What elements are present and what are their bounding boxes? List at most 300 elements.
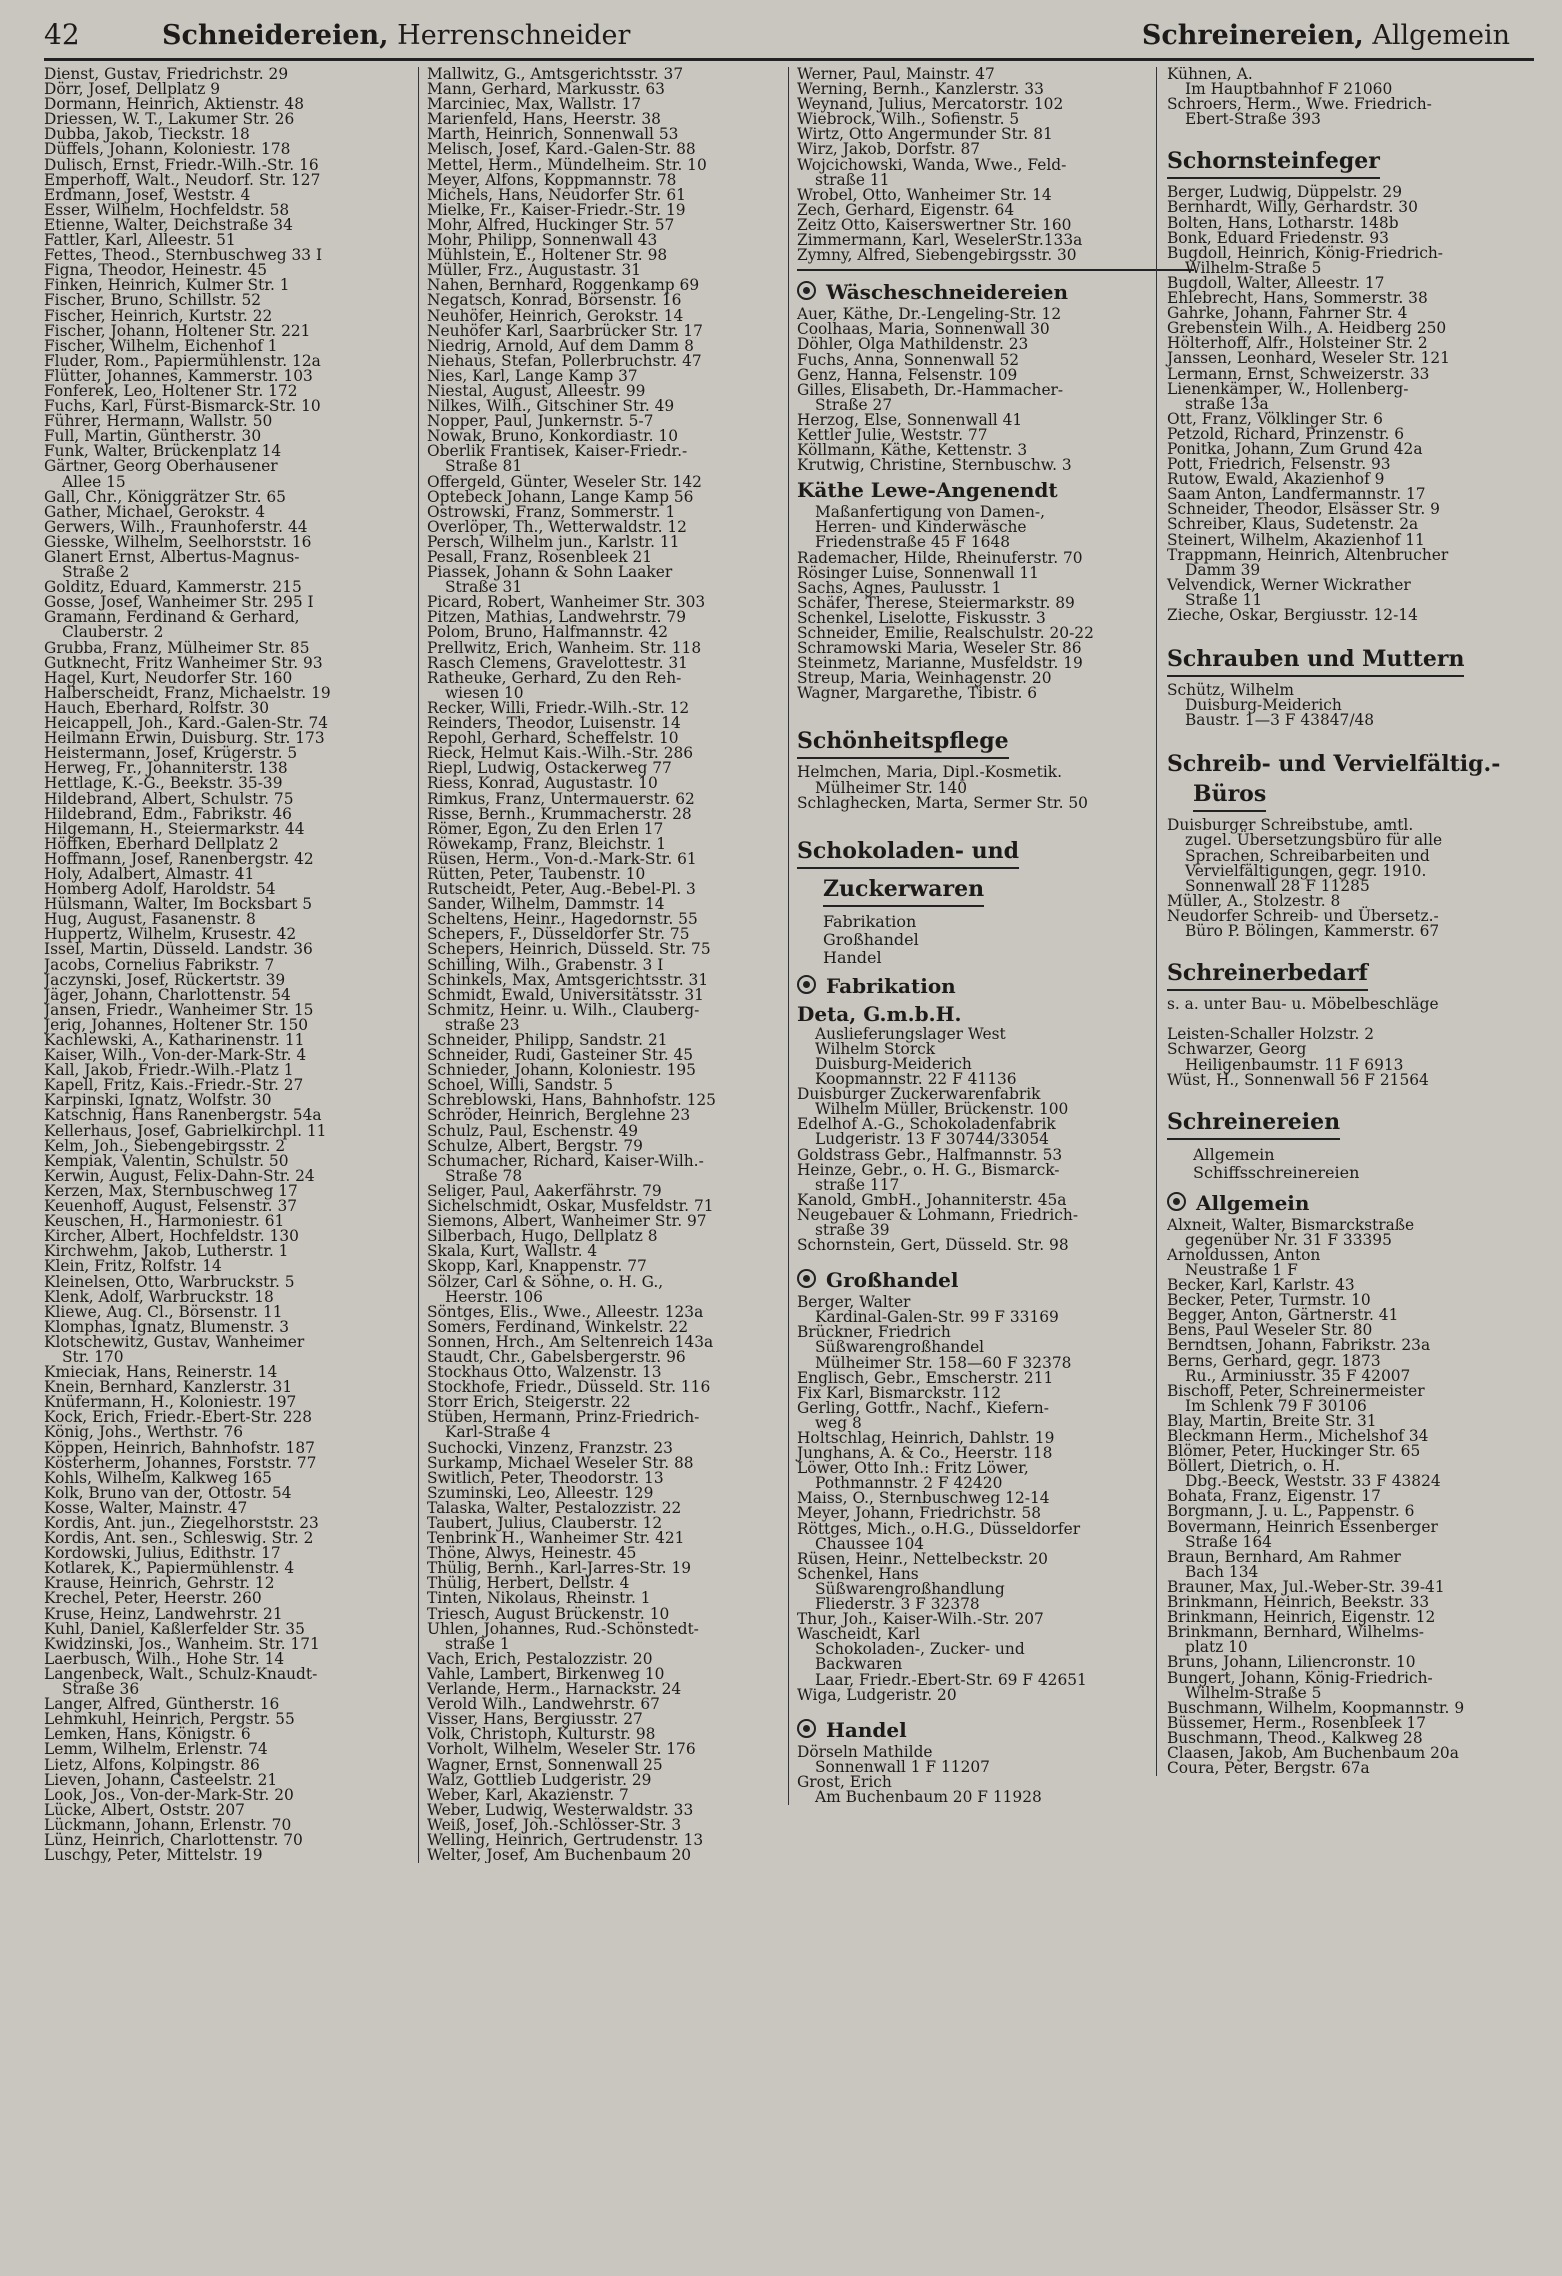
list-entry: Rutow, Ewald, Akazienhof 9 bbox=[1167, 470, 1385, 489]
list-entry: Klomphas, Ignatz, Blumenstr. 3 bbox=[44, 1317, 290, 1336]
list-entry: Kettler Julie, Weststr. 77 bbox=[797, 425, 988, 444]
list-entry: Ponitka, Johann, Zum Grund 42a bbox=[1167, 439, 1423, 458]
list-entry: Krutwig, Christine, Sternbuschw. 3 bbox=[797, 456, 1072, 475]
list-entry: Schokoladen-, Zucker- und bbox=[815, 1640, 1025, 1659]
list-entry: Overlöper, Th., Wetterwaldstr. 12 bbox=[427, 517, 687, 536]
list-entry: Löwer, Otto Inh.: Fritz Löwer, bbox=[797, 1459, 1029, 1478]
list-entry: Coolhaas, Maria, Sonnenwall 30 bbox=[797, 320, 1050, 339]
list-entry: Recker, Willi, Friedr.-Wilh.-Str. 12 bbox=[427, 698, 690, 717]
list-entry: Niestal, August, Alleestr. 99 bbox=[427, 381, 646, 400]
list-entry: Welter, Josef, Am Buchenbaum 20 bbox=[427, 1846, 692, 1864]
list-entry: Schepers, Heinrich, Düsseld. Str. 75 bbox=[427, 940, 711, 959]
column-4 bbox=[1156, 67, 1546, 1776]
list-entry: Führer, Hermann, Wallstr. 50 bbox=[44, 412, 273, 431]
list-entry: s. a. unter Bau- u. Möbelbeschläge bbox=[1167, 995, 1439, 1014]
list-entry: Braun, Bernhard, Am Rahmer bbox=[1167, 1547, 1401, 1566]
allgemein-heading: Allgemein bbox=[1167, 1190, 1546, 1216]
list-entry: Karpinski, Ignatz, Wolfstr. 30 bbox=[44, 1091, 272, 1110]
list-entry: Fischer, Johann, Holtener Str. 221 bbox=[44, 321, 311, 340]
list-entry: Hoffmann, Josef, Ranenbergstr. 42 bbox=[44, 849, 314, 868]
list-entry: Stüben, Hermann, Prinz-Friedrich- bbox=[427, 1408, 700, 1427]
list-entry: Heicappell, Joh., Kard.-Galen-Str. 74 bbox=[44, 714, 329, 733]
list-entry: Nahen, Bernhard, Roggenkamp 69 bbox=[427, 276, 700, 295]
list-entry: Lünz, Heinrich, Charlottenstr. 70 bbox=[44, 1830, 303, 1849]
list-entry: Mülheimer Str. 158—60 F 32378 bbox=[815, 1353, 1072, 1372]
list-entry: Knein, Bernhard, Kanzlerstr. 31 bbox=[44, 1378, 293, 1397]
list-entry: Kerzen, Max, Sternbuschweg 17 bbox=[44, 1181, 298, 1200]
list-entry: Thülig, Herbert, Dellstr. 4 bbox=[427, 1574, 630, 1593]
list-entry: Borgmann, J. u. L., Pappenstr. 6 bbox=[1167, 1502, 1415, 1521]
list-entry: Oberlik Frantisek, Kaiser-Friedr.- bbox=[427, 442, 688, 461]
list-entry: Laerbusch, Wilh., Hohe Str. 14 bbox=[44, 1649, 285, 1668]
header-right-rest: Allgemein bbox=[1363, 20, 1510, 51]
schoenheit-heading: Schönheitspflege bbox=[797, 727, 1009, 759]
list-entry: Kall, Jakob, Friedr.-Wilh.-Platz 1 bbox=[44, 1061, 294, 1080]
bullet-circle-icon bbox=[797, 281, 816, 300]
list-entry: Nies, Karl, Lange Kamp 37 bbox=[427, 366, 638, 385]
list-entry: weg 8 bbox=[815, 1413, 862, 1432]
list-entry: Wilhelm Müller, Brückenstr. 100 bbox=[815, 1100, 1069, 1119]
list-entry: Köllmann, Käthe, Kettenstr. 3 bbox=[797, 441, 1028, 460]
list-entry: Süßwarengroßhandlung bbox=[815, 1579, 1005, 1598]
schreinerbedarf-list bbox=[1167, 997, 1546, 1088]
list-entry: Neudorfer Schreib- und Übersetz.- bbox=[1167, 906, 1439, 925]
list-entry: Dbg.-Beeck, Weststr. 33 F 43824 bbox=[1185, 1472, 1441, 1491]
list-entry: Suchocki, Vinzenz, Franzstr. 23 bbox=[427, 1438, 673, 1457]
list-entry: Schumacher, Richard, Kaiser-Wilh.- bbox=[427, 1151, 704, 1170]
list-entry: Keuschen, H., Harmoniestr. 61 bbox=[44, 1212, 285, 1231]
list-entry: Wagner, Margarethe, Tibistr. 6 bbox=[797, 684, 1038, 703]
list-entry: Zeitz Otto, Kaiserswertner Str. 160 bbox=[797, 215, 1072, 234]
header-right-bold: Schreinereien, bbox=[1141, 20, 1364, 51]
list-entry: Sander, Wilhelm, Dammstr. 14 bbox=[427, 895, 665, 914]
list-entry: Klenk, Adolf, Warbruckstr. 18 bbox=[44, 1287, 274, 1306]
list-entry: Duisburger Zuckerwarenfabrik bbox=[797, 1085, 1041, 1104]
list-entry: Weiß, Josef, Joh.-Schlösser-Str. 3 bbox=[427, 1815, 682, 1834]
list-entry: Bugdoll, Walter, Alleestr. 17 bbox=[1167, 273, 1385, 292]
list-entry: Straße 2 bbox=[62, 563, 130, 582]
bullet-circle-icon bbox=[1167, 1192, 1186, 1211]
list-entry: Gilles, Elisabeth, Dr.-Hammacher- bbox=[797, 380, 1064, 399]
list-entry: Brauner, Max, Jul.-Weber-Str. 39-41 bbox=[1167, 1577, 1445, 1596]
list-entry: Homberg Adolf, Haroldstr. 54 bbox=[44, 880, 276, 899]
list-entry: Gosse, Josef, Wanheimer Str. 295 I bbox=[44, 593, 314, 612]
list-entry: Edelhof A.-G., Schokoladenfabrik bbox=[797, 1115, 1056, 1134]
list-entry: Leisten-Schaller Holzstr. 2 bbox=[1167, 1025, 1375, 1044]
list-entry: Wiebrock, Wilh., Sofienstr. 5 bbox=[797, 110, 1020, 129]
schreinerbedarf-heading: Schreinerbedarf bbox=[1167, 959, 1368, 991]
list-entry: Trappmann, Heinrich, Altenbrucher bbox=[1167, 545, 1449, 564]
list-entry: Schroers, Herm., Wwe. Friedrich- bbox=[1167, 95, 1432, 114]
list-entry: Steinmetz, Marianne, Musfeldstr. 19 bbox=[797, 654, 1083, 673]
column-3-top-list bbox=[797, 67, 1194, 263]
list-entry: Kliewe, Aug. Cl., Börsenstr. 11 bbox=[44, 1302, 283, 1321]
list-entry: Fliederstr. 3 F 32378 bbox=[815, 1595, 980, 1614]
list-entry: Rimkus, Franz, Untermauerstr. 62 bbox=[427, 789, 695, 808]
list-entry: Giesske, Wilhelm, Seelhorststr. 16 bbox=[44, 532, 312, 551]
list-entry: Bernhardt, Willy, Gerhardstr. 30 bbox=[1167, 198, 1418, 217]
list-entry: Keuenhoff, August, Felsenstr. 37 bbox=[44, 1197, 298, 1216]
list-entry: Str. 170 bbox=[62, 1347, 124, 1366]
list-entry: Mohr, Alfred, Huckinger Str. 57 bbox=[427, 215, 675, 234]
list-entry: Goldstrass Gebr., Halfmannstr. 53 bbox=[797, 1145, 1063, 1164]
list-entry: Fattler, Karl, Alleestr. 51 bbox=[44, 231, 236, 250]
list-entry: Schinkels, Max, Amtsgerichtsstr. 31 bbox=[427, 970, 709, 989]
list-entry: Janssen, Leonhard, Weseler Str. 121 bbox=[1167, 349, 1450, 368]
list-entry: Mülheimer Str. 140 bbox=[815, 778, 968, 797]
list-entry: Heinze, Gebr., o. H. G., Bismarck- bbox=[797, 1160, 1060, 1179]
list-entry: Offergeld, Günter, Weseler Str. 142 bbox=[427, 472, 702, 491]
list-entry: Neuhöfer, Heinrich, Gerokstr. 14 bbox=[427, 306, 684, 325]
list-entry: Döhler, Olga Mathildenstr. 23 bbox=[797, 335, 1029, 354]
list-entry: Kotlarek, K., Papiermühlenstr. 4 bbox=[44, 1559, 295, 1578]
fabrikation-heading: Fabrikation bbox=[797, 973, 1194, 999]
list-entry: Gerling, Gottfr., Nachf., Kiefern- bbox=[797, 1398, 1049, 1417]
list-entry: Bungert, Johann, König-Friedrich- bbox=[1167, 1668, 1433, 1687]
list-entry: Wrobel, Otto, Wanheimer Str. 14 bbox=[797, 185, 1052, 204]
list-entry: Schenkel, Hans bbox=[797, 1564, 919, 1583]
list-entry: Kardinal-Galen-Str. 99 F 33169 bbox=[815, 1308, 1059, 1327]
list-entry: Herweg, Fr., Johanniterstr. 138 bbox=[44, 759, 288, 778]
list-entry: Meyer, Johann, Friedrichstr. 58 bbox=[797, 1504, 1042, 1523]
list-entry: Alxneit, Walter, Bismarckstraße bbox=[1167, 1215, 1415, 1234]
list-entry: Süßwarengroßhandel bbox=[815, 1338, 985, 1357]
deta-name: Deta, G.m.b.H. bbox=[797, 1001, 962, 1026]
list-entry: Glanert Ernst, Albertus-Magnus- bbox=[44, 548, 300, 566]
list-entry: Wiga, Ludgeristr. 20 bbox=[797, 1685, 957, 1704]
list-entry: Rutscheidt, Peter, Aug.-Bebel-Pl. 3 bbox=[427, 880, 696, 899]
list-entry: Straße 78 bbox=[445, 1166, 523, 1185]
column-3 bbox=[788, 67, 1194, 1805]
list-entry: Flütter, Johannes, Kammerstr. 103 bbox=[44, 366, 313, 385]
list-entry: Neuhöfer Karl, Saarbrücker Str. 17 bbox=[427, 321, 703, 340]
list-entry: Heerstr. 106 bbox=[445, 1287, 543, 1306]
list-entry: Riess, Konrad, Augustastr. 10 bbox=[427, 774, 658, 793]
list-entry: Golditz, Eduard, Kammerstr. 215 bbox=[44, 578, 302, 597]
schoko-heading: Schokoladen- und bbox=[797, 837, 1019, 869]
list-entry: Wilhelm Storck bbox=[815, 1039, 936, 1058]
list-entry: Fischer, Bruno, Schillstr. 52 bbox=[44, 291, 262, 310]
list-entry: Ott, Franz, Völklinger Str. 6 bbox=[1167, 409, 1383, 428]
list-entry: Finken, Heinrich, Kulmer Str. 1 bbox=[44, 276, 290, 295]
list-entry: Karl-Straße 4 bbox=[445, 1423, 551, 1442]
list-entry: Bischoff, Peter, Schreinermeister bbox=[1167, 1381, 1425, 1400]
list-entry: Lieven, Johann, Casteelstr. 21 bbox=[44, 1770, 278, 1789]
list-entry: Kleinelsen, Otto, Warbruckstr. 5 bbox=[44, 1272, 295, 1291]
list-entry: Mettel, Herm., Mündelheim. Str. 10 bbox=[427, 155, 707, 174]
list-entry: Hildebrand, Edm., Fabrikstr. 46 bbox=[44, 804, 292, 823]
list-entry: Rösinger Luise, Sonnenwall 11 bbox=[797, 563, 1039, 582]
list-entry: Kirchwehm, Jakob, Lutherstr. 1 bbox=[44, 1242, 289, 1261]
list-entry: Mohr, Philipp, Sonnenwall 43 bbox=[427, 231, 658, 250]
schrauben-list bbox=[1167, 683, 1546, 728]
list-entry: Somers, Ferdinand, Winkelstr. 22 bbox=[427, 1317, 689, 1336]
allgemein-list bbox=[1167, 1215, 1546, 1777]
list-entry: Allgemein bbox=[1193, 1144, 1275, 1164]
list-entry: Esser, Wilhelm, Hochfeldstr. 58 bbox=[44, 200, 290, 219]
list-entry: Hilgemann, H., Steiermarkstr. 44 bbox=[44, 819, 305, 838]
list-entry: Marth, Heinrich, Sonnenwall 53 bbox=[427, 125, 679, 144]
list-entry: Clauberstr. 2 bbox=[62, 623, 164, 642]
list-entry: Buschmann, Theod., Kalkweg 28 bbox=[1167, 1728, 1423, 1747]
list-entry: Skala, Kurt, Wallstr. 4 bbox=[427, 1242, 598, 1261]
list-entry: Surkamp, Michael Weseler Str. 88 bbox=[427, 1453, 694, 1472]
list-entry: Dormann, Heinrich, Aktienstr. 48 bbox=[44, 95, 304, 114]
lewe-ad bbox=[797, 505, 1194, 550]
list-entry: Berns, Gerhard, gegr. 1873 bbox=[1167, 1351, 1381, 1370]
list-entry: Kuhl, Daniel, Kaßlerfelder Str. 35 bbox=[44, 1619, 305, 1638]
list-entry: Kmieciak, Hans, Reinerstr. 14 bbox=[44, 1363, 278, 1382]
list-entry: Reinders, Theodor, Luisenstr. 14 bbox=[427, 714, 681, 733]
list-entry: Stockhaus Otto, Walzenstr. 13 bbox=[427, 1363, 662, 1382]
list-entry: straße 23 bbox=[445, 1015, 520, 1034]
list-entry: Rademacher, Hilde, Rheinuferstr. 70 bbox=[797, 548, 1083, 567]
schreinereien-index bbox=[1167, 1146, 1546, 1182]
list-entry: Genz, Hanna, Felsenstr. 109 bbox=[797, 365, 1018, 384]
list-entry: Sonnenwall 1 F 11207 bbox=[815, 1757, 990, 1776]
list-entry: Auslieferungslager West bbox=[815, 1024, 1006, 1043]
list-entry: Holy, Adalbert, Almastr. 41 bbox=[44, 864, 255, 883]
list-entry: Walz, Gottlieb Ludgeristr. 29 bbox=[427, 1770, 652, 1789]
zucker-heading: Zuckerwaren bbox=[823, 875, 984, 907]
list-entry: Schoel, Willi, Sandstr. 5 bbox=[427, 1076, 613, 1095]
list-entry: Bohata, Franz, Eigenstr. 17 bbox=[1167, 1487, 1381, 1506]
header-left-rest: Herrenschneider bbox=[388, 20, 631, 51]
page-header bbox=[44, 18, 1534, 61]
list-entry: Marienfeld, Hans, Heerstr. 38 bbox=[427, 110, 661, 129]
bullet-circle-icon bbox=[797, 975, 816, 994]
list-entry: Nilkes, Wilh., Gitschiner Str. 49 bbox=[427, 397, 675, 416]
list-entry: Etienne, Walter, Deichstraße 34 bbox=[44, 215, 293, 234]
list-entry: Großhandel bbox=[823, 929, 919, 949]
list-entry: Funk, Walter, Brückenplatz 14 bbox=[44, 442, 282, 461]
list-entry: Bonk, Eduard Friedenstr. 93 bbox=[1167, 228, 1389, 247]
list-entry: Koopmannstr. 22 F 41136 bbox=[815, 1070, 1017, 1089]
list-entry: Nopper, Paul, Junkernstr. 5-7 bbox=[427, 412, 654, 431]
list-entry: Duisburger Schreibstube, amtl. bbox=[1167, 816, 1414, 835]
list-entry: Lietz, Alfons, Kolpingstr. 86 bbox=[44, 1755, 260, 1774]
list-entry: Dubba, Jakob, Tieckstr. 18 bbox=[44, 125, 250, 144]
list-entry: Straße 81 bbox=[445, 457, 523, 476]
list-entry: Kühnen, A. bbox=[1167, 67, 1253, 83]
list-entry: Picard, Robert, Wanheimer Str. 303 bbox=[427, 593, 706, 612]
list-entry: Negatsch, Konrad, Börsenstr. 16 bbox=[427, 291, 682, 310]
list-entry: Weber, Ludwig, Westerwaldstr. 33 bbox=[427, 1800, 694, 1819]
list-entry: Handel bbox=[823, 947, 882, 967]
list-entry: Gather, Michael, Gerokstr. 4 bbox=[44, 502, 266, 521]
list-entry: Begger, Anton, Gärtnerstr. 41 bbox=[1167, 1306, 1399, 1325]
list-entry: Erdmann, Josef, Weststr. 4 bbox=[44, 185, 251, 204]
list-entry: Werner, Paul, Mainstr. 47 bbox=[797, 67, 995, 83]
list-entry: Fischer, Wilhelm, Eichenhof 1 bbox=[44, 336, 278, 355]
list-entry: Pesall, Franz, Rosenbleek 21 bbox=[427, 548, 653, 566]
list-entry: Kwidzinski, Jos., Wanheim. Str. 171 bbox=[44, 1634, 320, 1653]
schoenheit-list bbox=[797, 765, 1194, 810]
list-entry: Köppen, Heinrich, Bahnhofstr. 187 bbox=[44, 1438, 315, 1457]
list-entry: Issel, Martin, Düsseld. Landstr. 36 bbox=[44, 940, 313, 959]
list-entry: Herren- und Kinderwäsche bbox=[815, 518, 1027, 537]
list-entry: Schulz, Paul, Eschenstr. 49 bbox=[427, 1121, 639, 1140]
list-entry: Triesch, August Brückenstr. 10 bbox=[427, 1604, 670, 1623]
waesche-list-2 bbox=[797, 548, 1194, 703]
list-entry: Bovermann, Heinrich Essenberger bbox=[1167, 1517, 1438, 1536]
list-entry: Jerig, Johannes, Holtener Str. 150 bbox=[44, 1015, 309, 1034]
handel-heading: Handel bbox=[797, 1717, 1194, 1743]
list-entry: Sprachen, Schreibarbeiten und bbox=[1185, 846, 1430, 865]
list-entry: Persch, Wilhelm jun., Karlstr. 11 bbox=[427, 532, 680, 551]
list-entry: Söntges, Elis., Wwe., Alleestr. 123a bbox=[427, 1302, 704, 1321]
list-entry: Kircher, Albert, Hochfeldstr. 130 bbox=[44, 1227, 299, 1246]
waesche-heading: Wäscheschneidereien bbox=[797, 279, 1194, 305]
list-entry: Brinkmann, Bernhard, Wilhelms- bbox=[1167, 1623, 1425, 1642]
list-entry: Schiffsschreinereien bbox=[1193, 1162, 1360, 1182]
list-entry: Dienst, Gustav, Friedrichstr. 29 bbox=[44, 67, 289, 83]
list-entry: Römer, Egon, Zu den Erlen 17 bbox=[427, 819, 664, 838]
list-entry: Grost, Erich bbox=[797, 1772, 892, 1791]
list-entry: Wüst, H., Sonnenwall 56 F 21564 bbox=[1167, 1070, 1429, 1089]
list-entry: Ludgeristr. 13 F 30744/33054 bbox=[815, 1130, 1049, 1149]
list-entry: Visser, Hans, Bergiusstr. 27 bbox=[427, 1710, 643, 1729]
list-entry: Katschnig, Hans Ranenbergstr. 54a bbox=[44, 1106, 322, 1125]
list-entry: Gramann, Ferdinand & Gerhard, bbox=[44, 608, 300, 627]
list-entry: Silberbach, Hugo, Dellplatz 8 bbox=[427, 1227, 658, 1246]
list-entry: Skopp, Karl, Knappenstr. 77 bbox=[427, 1257, 647, 1276]
list-entry: Schreblowski, Hans, Bahnhofstr. 125 bbox=[427, 1091, 716, 1110]
list-entry: Kachlewski, A., Katharinenstr. 11 bbox=[44, 1031, 305, 1049]
list-entry: Grubba, Franz, Mülheimer Str. 85 bbox=[44, 638, 310, 657]
list-entry: Schramowski Maria, Weseler Str. 86 bbox=[797, 639, 1082, 658]
list-entry: gegenüber Nr. 31 F 33395 bbox=[1185, 1230, 1392, 1249]
list-entry: Taubert, Julius, Clauberstr. 12 bbox=[427, 1514, 663, 1532]
list-entry: Langenbeck, Walt., Schulz-Knaudt- bbox=[44, 1664, 318, 1683]
list-entry: Niehaus, Stefan, Pollerbruchstr. 47 bbox=[427, 351, 702, 370]
list-entry: Höffken, Eberhard Dellplatz 2 bbox=[44, 834, 279, 853]
list-entry: Friedenstraße 45 F 1648 bbox=[815, 533, 1011, 552]
list-entry: Weber, Karl, Akazienstr. 7 bbox=[427, 1785, 629, 1804]
list-entry: Prellwitz, Erich, Wanheim. Str. 118 bbox=[427, 638, 702, 657]
list-entry: Saam Anton, Landfermannstr. 17 bbox=[1167, 485, 1426, 504]
list-entry: Hölterhoff, Alfr., Holsteiner Str. 2 bbox=[1167, 334, 1428, 353]
list-entry: Schepers, F., Düsseldorfer Str. 75 bbox=[427, 925, 690, 944]
list-entry: Kempiak, Valentin, Schulstr. 50 bbox=[44, 1151, 289, 1170]
list-entry: Berger, Walter bbox=[797, 1293, 911, 1312]
list-entry: Werning, Bernh., Kanzlerstr. 33 bbox=[797, 80, 1044, 99]
list-entry: Streup, Maria, Weinhagenstr. 20 bbox=[797, 669, 1052, 688]
list-entry: Rüsen, Heinr., Nettelbeckstr. 20 bbox=[797, 1549, 1048, 1568]
bullet-circle-icon bbox=[797, 1719, 816, 1738]
list-entry: Arnoldussen, Anton bbox=[1167, 1245, 1321, 1264]
list-entry: Velvendick, Werner Wickrather bbox=[1167, 575, 1411, 594]
list-entry: Thöne, Alwys, Heinestr. 45 bbox=[427, 1544, 637, 1563]
list-entry: Hug, August, Fasanenstr. 8 bbox=[44, 910, 256, 929]
list-entry: Schenkel, Liselotte, Fiskusstr. 3 bbox=[797, 608, 1046, 627]
bueros-heading: Büros bbox=[1193, 780, 1266, 812]
list-entry: Repohl, Gerhard, Scheffelstr. 10 bbox=[427, 729, 679, 748]
list-entry: Straße 27 bbox=[815, 395, 893, 414]
list-entry: Kanold, GmbH., Johanniterstr. 45a bbox=[797, 1190, 1067, 1209]
list-entry: Kosse, Walter, Mainstr. 47 bbox=[44, 1498, 248, 1517]
list-entry: platz 10 bbox=[1185, 1638, 1248, 1657]
list-entry: Hettlage, K.-G., Beekstr. 35-39 bbox=[44, 774, 283, 793]
schoko-index bbox=[797, 913, 1194, 967]
list-entry: Kohls, Wilhelm, Kalkweg 165 bbox=[44, 1468, 272, 1487]
list-entry: Niedrig, Arnold, Auf dem Damm 8 bbox=[427, 336, 694, 355]
list-entry: Holtschlag, Heinrich, Dahlstr. 19 bbox=[797, 1429, 1055, 1447]
list-entry: Schnieder, Johann, Koloniestr. 195 bbox=[427, 1061, 696, 1080]
list-entry: Rasch Clemens, Gravelottestr. 31 bbox=[427, 653, 688, 672]
header-right bbox=[1142, 20, 1510, 51]
list-entry: Im Hauptbahnhof F 21060 bbox=[1185, 80, 1393, 99]
list-entry: Kerwin, August, Felix-Dahn-Str. 24 bbox=[44, 1166, 315, 1185]
schreib-heading: Schreib- und Vervielfältig.- bbox=[1167, 751, 1501, 778]
schreib-list bbox=[1167, 818, 1546, 939]
list-entry: Vervielfältigungen, gegr. 1910. bbox=[1185, 861, 1427, 880]
list-entry: Schneider, Philipp, Sandstr. 21 bbox=[427, 1031, 668, 1049]
fabrikation-list bbox=[797, 1024, 1194, 1255]
list-entry: Becker, Peter, Turmstr. 10 bbox=[1167, 1291, 1371, 1310]
list-entry: Straße 36 bbox=[62, 1680, 140, 1699]
list-entry: Gerwers, Wilh., Fraunhoferstr. 44 bbox=[44, 517, 308, 536]
list-entry: Pothmannstr. 2 F 42420 bbox=[815, 1474, 1003, 1493]
list-entry: Hülsmann, Walter, Im Bocksbart 5 bbox=[44, 895, 313, 914]
grosshandel-heading: Großhandel bbox=[797, 1267, 1194, 1293]
list-entry: Polom, Bruno, Halfmannstr. 42 bbox=[427, 623, 669, 642]
list-entry: Talaska, Walter, Pestalozzistr. 22 bbox=[427, 1498, 682, 1517]
list-entry: Schreiber, Klaus, Sudetenstr. 2a bbox=[1167, 515, 1419, 534]
list-entry: Piassek, Johann & Sohn Laaker bbox=[427, 563, 673, 582]
column-4-top-list bbox=[1167, 67, 1546, 127]
list-entry: Gutknecht, Fritz Wanheimer Str. 93 bbox=[44, 653, 323, 672]
list-entry: Fix Karl, Bismarckstr. 112 bbox=[797, 1383, 1002, 1402]
list-entry: Kelm, Joh., Siebengebirgsstr. 2 bbox=[44, 1136, 286, 1155]
list-entry: Straße 11 bbox=[1185, 590, 1263, 609]
list-entry: Schäfer, Therese, Steiermarkstr. 89 bbox=[797, 593, 1075, 612]
list-entry: Volk, Christoph, Kulturstr. 98 bbox=[427, 1725, 656, 1744]
list-entry: Zimmermann, Karl, WeselerStr.133a bbox=[797, 231, 1083, 250]
list-entry: Figna, Theodor, Heinestr. 45 bbox=[44, 261, 268, 280]
list-entry: Nowak, Bruno, Konkordiastr. 10 bbox=[427, 427, 679, 446]
list-entry: Heiligenbaumstr. 11 F 6913 bbox=[1185, 1055, 1404, 1074]
list-entry: Kock, Erich, Friedr.-Ebert-Str. 228 bbox=[44, 1408, 313, 1427]
list-entry: Schneider, Emilie, Realschulstr. 20-22 bbox=[797, 624, 1094, 642]
list-entry: Bleckmann Herm., Michelshof 34 bbox=[1167, 1427, 1429, 1445]
list-entry: Lücke, Albert, Oststr. 207 bbox=[44, 1800, 245, 1819]
list-entry: Marciniec, Max, Wallstr. 17 bbox=[427, 95, 642, 114]
list-entry: Müller, A., Stolzestr. 8 bbox=[1167, 891, 1341, 910]
list-entry: Kaiser, Wilh., Von-der-Mark-Str. 4 bbox=[44, 1046, 307, 1065]
list-entry: Switlich, Peter, Theodorstr. 13 bbox=[427, 1468, 664, 1487]
list-entry: Brinkmann, Heinrich, Eigenstr. 12 bbox=[1167, 1608, 1436, 1627]
list-entry: Riepl, Ludwig, Ostackerweg 77 bbox=[427, 759, 672, 778]
list-entry: Zieche, Oskar, Bergiusstr. 12-14 bbox=[1167, 606, 1418, 624]
list-entry: Heilmann Erwin, Duisburg. Str. 173 bbox=[44, 729, 325, 748]
list-entry: Chaussee 104 bbox=[815, 1534, 925, 1553]
list-entry: Vach, Erich, Pestalozzistr. 20 bbox=[427, 1649, 653, 1668]
waesche-list bbox=[797, 307, 1194, 473]
list-entry: Gahrke, Johann, Fahrner Str. 4 bbox=[1167, 304, 1408, 323]
list-entry: Maßanfertigung von Damen-, bbox=[815, 503, 1045, 522]
bullet-circle-icon bbox=[797, 1269, 816, 1288]
list-entry: Straße 164 bbox=[1185, 1532, 1272, 1551]
list-entry: Staudt, Chr., Gabelsbergerstr. 96 bbox=[427, 1347, 686, 1366]
list-entry: Berndtsen, Johann, Fabrikstr. 23a bbox=[1167, 1336, 1431, 1355]
list-entry: Fabrikation bbox=[823, 911, 917, 931]
list-entry: Mühlstein, E., Holtener Str. 98 bbox=[427, 246, 668, 265]
list-entry: Ebert-Straße 393 bbox=[1185, 110, 1321, 129]
list-entry: Becker, Karl, Karlstr. 43 bbox=[1167, 1276, 1355, 1295]
list-entry: Lehmkuhl, Heinrich, Pergstr. 55 bbox=[44, 1710, 295, 1729]
list-entry: Wilhelm-Straße 5 bbox=[1185, 258, 1322, 277]
